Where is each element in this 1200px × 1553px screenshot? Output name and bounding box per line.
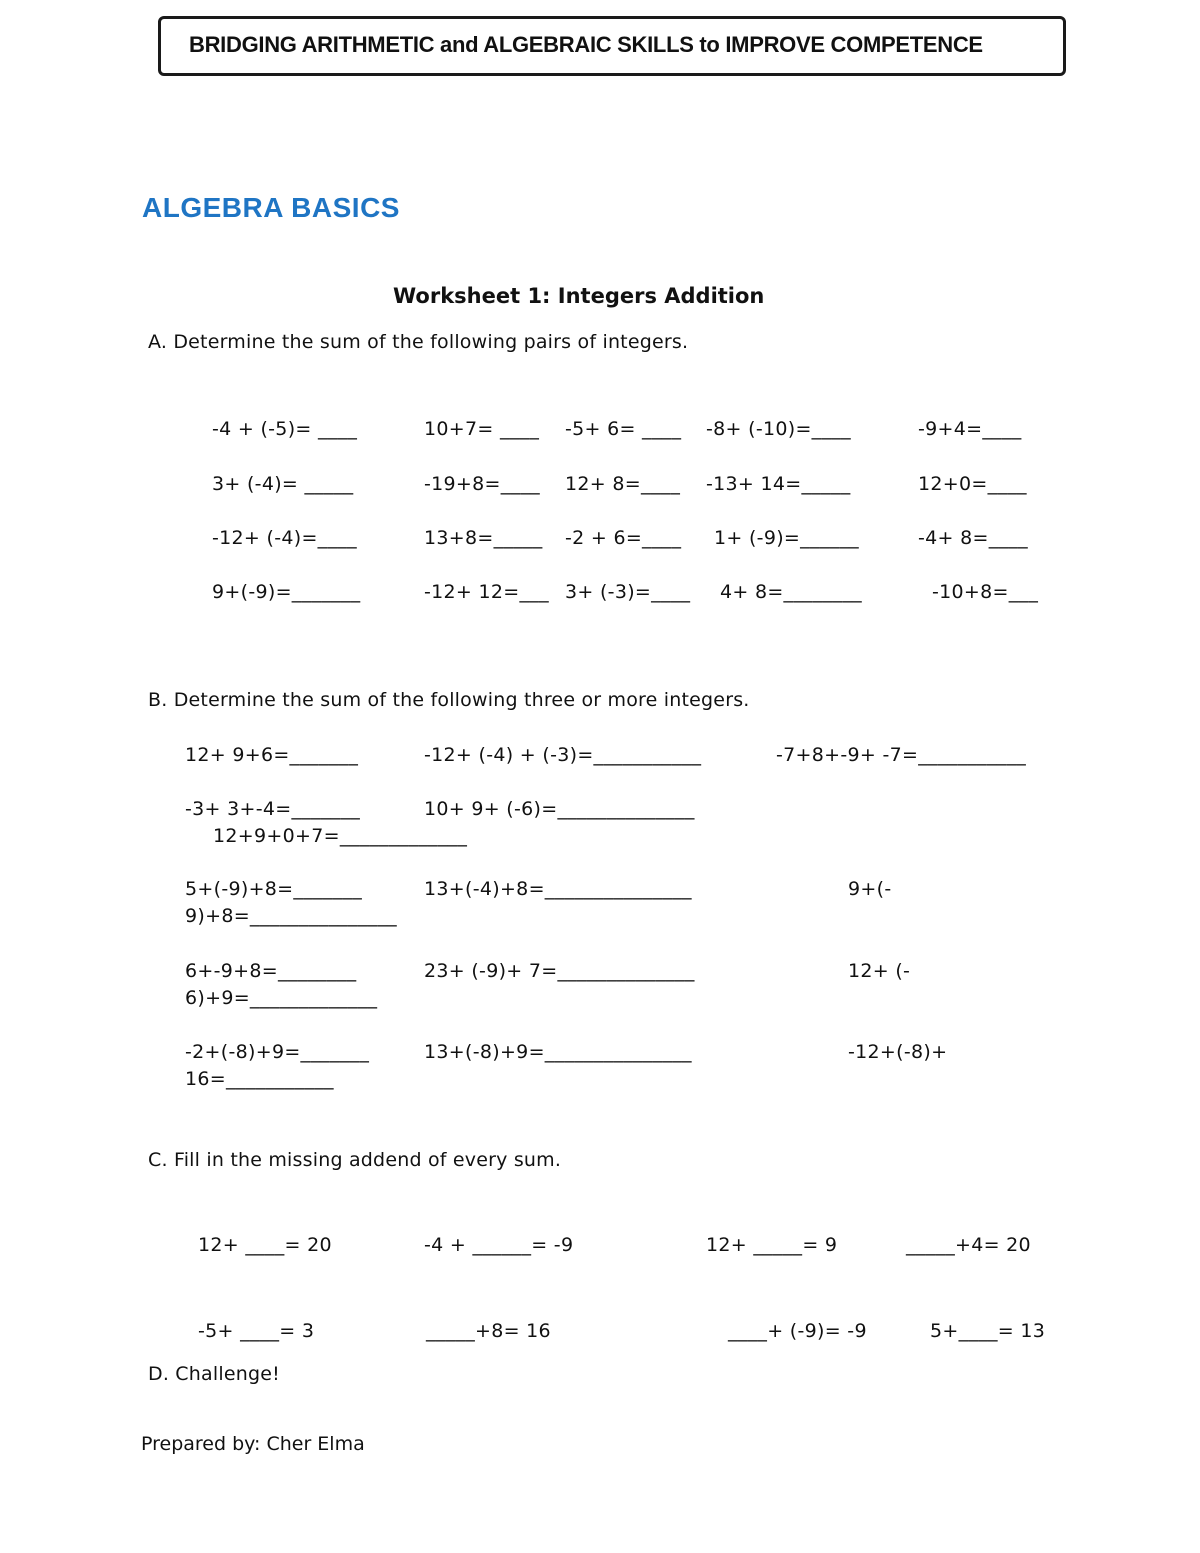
- part-c-instruction: C. Fill in the missing addend of every sum.: [148, 1149, 562, 1171]
- problem: 4+ 8=________: [720, 581, 862, 603]
- problem: 9+(-: [848, 878, 892, 900]
- problem: 12+ _____= 9: [706, 1234, 838, 1256]
- part-b-instruction: B. Determine the sum of the following three or more integers.: [148, 689, 750, 711]
- problem: 6)+9=_____________: [185, 987, 378, 1009]
- problem: -2 + 6=____: [565, 527, 682, 549]
- part-d-instruction: D. Challenge!: [148, 1363, 280, 1385]
- problem: -13+ 14=_____: [706, 473, 851, 495]
- problem: -4+ 8=____: [918, 527, 1028, 549]
- problem: 12+0=____: [918, 473, 1027, 495]
- problem: 16=___________: [185, 1068, 334, 1090]
- problem: 9+(-9)=_______: [212, 581, 361, 603]
- problem: -9+4=____: [918, 418, 1022, 440]
- problem: 12+ 8=____: [565, 473, 681, 495]
- problem: -10+8=___: [932, 581, 1039, 603]
- problem: 3+ (-4)= _____: [212, 473, 354, 495]
- problem: 12+ 9+6=_______: [185, 744, 359, 766]
- problem: 10+7= ____: [424, 418, 540, 440]
- problem: -5+ ____= 3: [198, 1320, 315, 1342]
- problem: -19+8=____: [424, 473, 540, 495]
- header-box: [158, 16, 1066, 76]
- prepared-by: Prepared by: Cher Elma: [141, 1433, 365, 1455]
- problem: -2+(-8)+9=_______: [185, 1041, 370, 1063]
- problem: -7+8+-9+ -7=___________: [776, 744, 1027, 766]
- problem: -12+ (-4)=____: [212, 527, 357, 549]
- problem: _____+8= 16: [426, 1320, 551, 1342]
- section-title: ALGEBRA BASICS: [142, 192, 400, 223]
- problem: -8+ (-10)=____: [706, 418, 851, 440]
- problem: 6+-9+8=________: [185, 960, 357, 982]
- problem: 5+(-9)+8=_______: [185, 878, 363, 900]
- problem: -12+ 12=___: [424, 581, 549, 603]
- problem: -12+(-8)+: [848, 1041, 948, 1063]
- problem: -4 + ______= -9: [424, 1234, 574, 1256]
- problem: 12+9+0+7=_____________: [213, 825, 468, 847]
- problem: 12+ ____= 20: [198, 1234, 332, 1256]
- problem: -5+ 6= ____: [565, 418, 682, 440]
- problem: 13+8=_____: [424, 527, 543, 549]
- problem: 10+ 9+ (-6)=______________: [424, 798, 695, 820]
- problem: 12+ (-: [848, 960, 911, 982]
- problem: 9)+8=_______________: [185, 905, 397, 927]
- problem: -4 + (-5)= ____: [212, 418, 358, 440]
- problem: 1+ (-9)=______: [714, 527, 859, 549]
- problem: 5+____= 13: [930, 1320, 1046, 1342]
- problem: 3+ (-3)=____: [565, 581, 691, 603]
- problem: _____+4= 20: [906, 1234, 1031, 1256]
- problem: ____+ (-9)= -9: [728, 1320, 867, 1342]
- problem: 13+(-4)+8=_______________: [424, 878, 692, 900]
- part-a-instruction: A. Determine the sum of the following pairs of integers.: [148, 331, 689, 353]
- problem: -3+ 3+-4=_______: [185, 798, 361, 820]
- header-title: BRIDGING ARITHMETIC and ALGEBRAIC SKILLS to IMPROVE COMPETENCE: [189, 32, 983, 57]
- problem: 23+ (-9)+ 7=______________: [424, 960, 695, 982]
- problem: -12+ (-4) + (-3)=___________: [424, 744, 702, 766]
- problem: 13+(-8)+9=_______________: [424, 1041, 692, 1063]
- worksheet-title: Worksheet 1: Integers Addition: [393, 284, 765, 308]
